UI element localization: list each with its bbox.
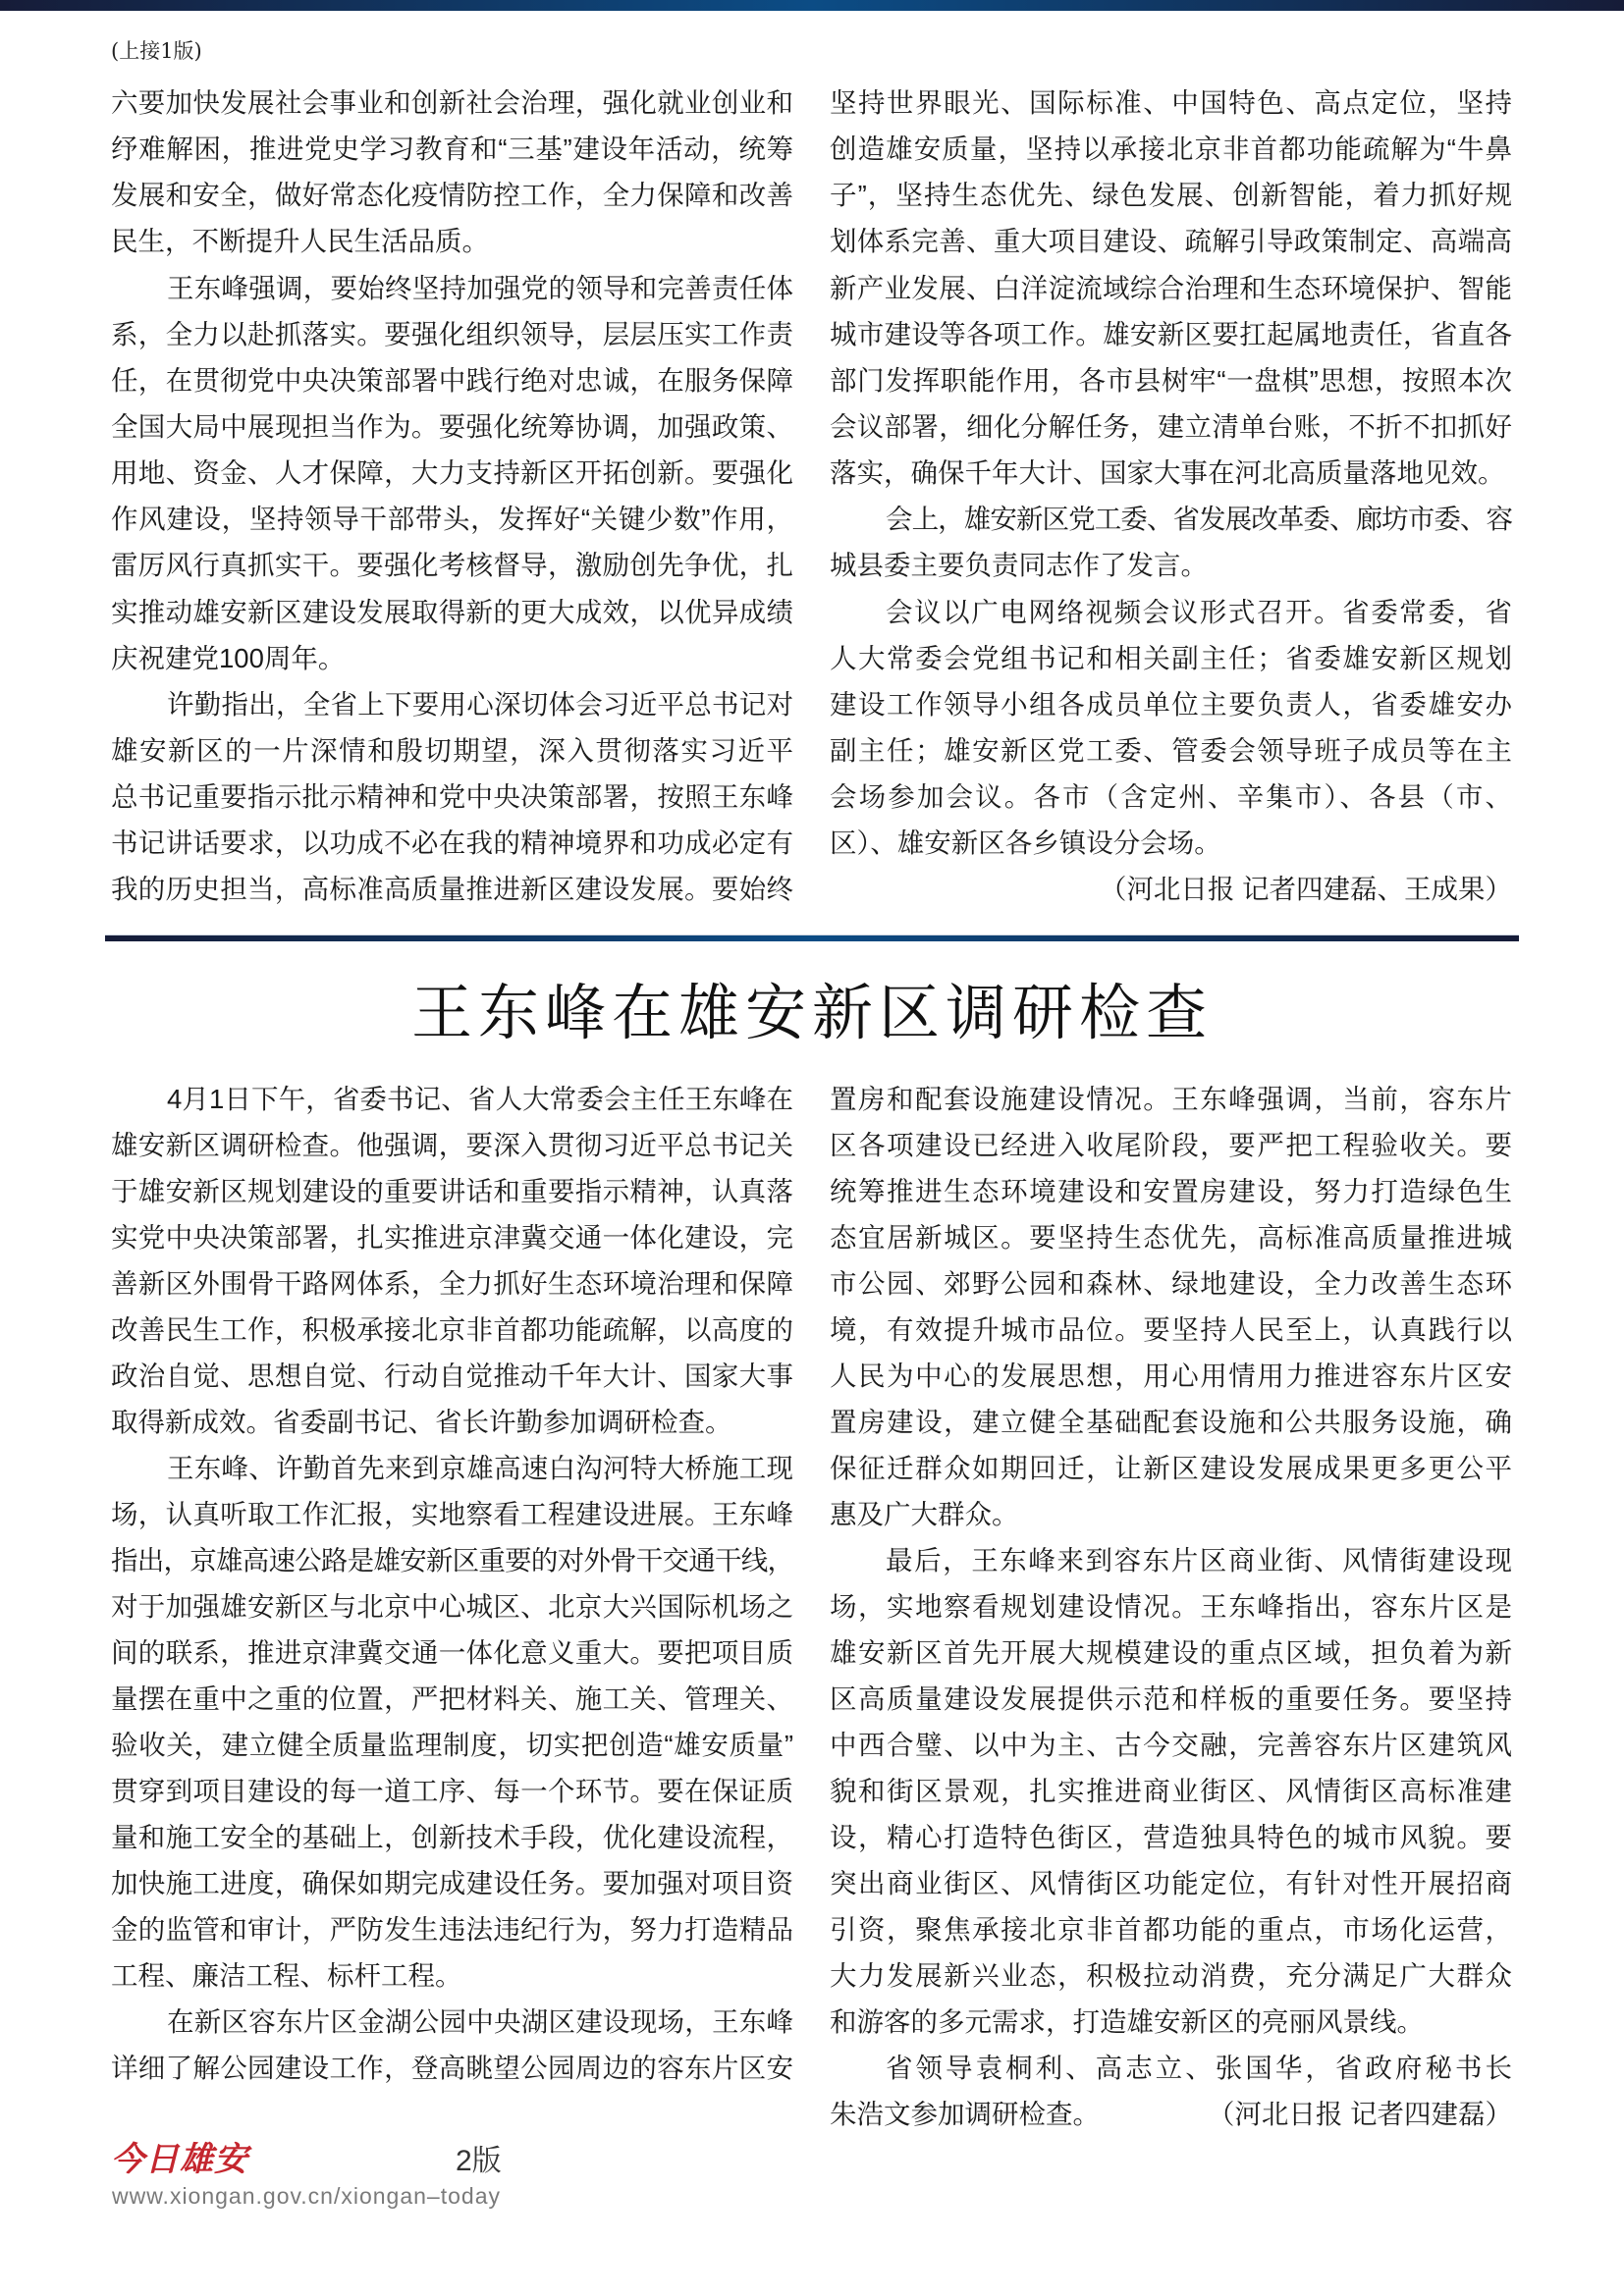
text-line: 金的监管和审计，严防发生违法违纪行为，努力打造精品: [111, 1914, 793, 1945]
paragraph-group: [111, 1076, 793, 2091]
section-divider: [105, 935, 1519, 941]
text-line: 指出，京雄高速公路是雄安新区重要的对外骨干交通干线，: [111, 1545, 793, 1575]
text-line: 我的历史担当，高标准高质量推进新区建设发展。要始终: [111, 874, 793, 905]
text-line: 划体系完善、重大项目建设、疏解引导政策制定、高端高: [830, 226, 1512, 257]
text-line: 市公园、郊野公园和森林、绿地建设，全力改善生态环: [830, 1268, 1512, 1299]
text-line: 会上，雄安新区党工委、省发展改革委、廊坊市委、容: [886, 504, 1512, 535]
text-line: 城市建设等各项工作。雄安新区要扛起属地责任，省直各: [830, 318, 1512, 349]
text-line: 王东峰强调，要始终坚持加强党的领导和完善责任体: [167, 272, 793, 303]
text-line: 新产业发展、白洋淀流域综合治理和生态环境保护、智能: [830, 272, 1512, 303]
text-line: 纾难解困，推进党史学习教育和“三基”建设年活动，统筹: [111, 133, 793, 165]
text-line: 落实，确保千年大计、国家大事在河北高质量落地见效。: [830, 457, 1505, 489]
text-line: 量和施工安全的基础上，创新技术手段，优化建设流程，: [111, 1822, 793, 1852]
text-line: 雄安新区的一片深情和殷切期望，深入贯彻落实习近平: [111, 734, 793, 766]
text-line: 置房和配套设施建设情况。王东峰强调，当前，容东片: [830, 1084, 1512, 1114]
text-line: 详细了解公园建设工作，登高眺望公园周边的容东片区安: [111, 2053, 793, 2083]
text-line: 实党中央决策部署，扎实推进京津冀交通一体化建设，完: [111, 1222, 793, 1253]
text-line: 最后，王东峰来到容东片区商业街、风情街建设现: [886, 1545, 1512, 1575]
text-line: 会议部署，细化分解任务，建立清单台账，不折不扣抓好: [830, 410, 1512, 442]
text-line: 取得新成效。省委副书记、省长许勤参加调研检查。: [111, 1407, 732, 1437]
text-line: 用地、资金、人才保障，大力支持新区开拓创新。要强化: [111, 457, 793, 489]
text-line: 设，精心打造特色街区，营造独具特色的城市风貌。要: [830, 1822, 1512, 1852]
byline: （河北日报 记者四建磊、王成果）: [1099, 874, 1512, 905]
text-line: 实推动雄安新区建设发展取得新的更大成效，以优异成绩: [111, 596, 793, 627]
text-line: 貌和街区景观，扎实推进商业街区、风情街区高标准建: [830, 1776, 1512, 1806]
paragraph: [111, 681, 793, 913]
text-line: 王东峰、许勤首先来到京雄高速白沟河特大桥施工现: [167, 1453, 793, 1483]
text-line: 人大常委会党组书记和相关副主任；省委雄安新区规划: [830, 642, 1512, 673]
paragraph: [111, 1076, 793, 1445]
article2-column-right: [830, 1076, 1512, 2137]
text-line: 政治自觉、思想自觉、行动自觉推动千年大计、国家大事: [111, 1361, 793, 1391]
article1-column-left: [111, 80, 793, 913]
text-line: 朱浩文参加调研检查。: [830, 2099, 1100, 2129]
text-line: 突出商业街区、风情街区功能定位，有针对性开展招商: [830, 1868, 1512, 1898]
text-line: 区各项建设已经进入收尾阶段，要严把工程验收关。要: [830, 1130, 1512, 1160]
text-line: 区）、雄安新区各乡镇设分会场。: [830, 828, 1221, 859]
text-line: 大力发展新兴业态，积极拉动消费，充分满足广大群众: [830, 1960, 1512, 1991]
text-line: 雷厉风行真抓实干。要强化考核督导，激励创先争优，扎: [111, 550, 793, 581]
continuation-note: (上接1版): [111, 39, 202, 63]
text-line: 人民为中心的发展思想，用心用情用力推进容东片区安: [830, 1361, 1512, 1391]
text-line: 六要加快发展社会事业和创新社会治理，强化就业创业和: [111, 87, 793, 118]
text-line: 场，实地察看规划建设情况。王东峰指出，容东片区是: [830, 1591, 1512, 1622]
text-line: 引资，聚焦承接北京非首都功能的重点，市场化运营，: [830, 1914, 1512, 1945]
text-line: 在新区容东片区金湖公园中央湖区建设现场，王东峰: [167, 2006, 793, 2037]
text-line: 雄安新区首先开展大规模建设的重点区域，担负着为新: [830, 1637, 1512, 1668]
text-line: 部门发挥职能作用，各市县树牢“一盘棋”思想，按照本次: [830, 364, 1512, 396]
paragraph: [830, 1076, 1512, 1537]
text-line: 创造雄安质量，坚持以承接北京非首都功能疏解为“牛鼻: [830, 133, 1512, 165]
paragraph-group: [111, 80, 793, 913]
text-line: 量摆在重中之重的位置，严把材料关、施工关、管理关、: [111, 1683, 793, 1714]
text-line: 会场参加会议。各市（含定州、辛集市）、各县（市、: [830, 781, 1512, 813]
text-line: 场，认真听取工作汇报，实地察看工程建设进展。王东峰: [111, 1499, 793, 1529]
text-line: 加快施工进度，确保如期完成建设任务。要加强对项目资: [111, 1868, 793, 1898]
paragraph: [111, 1445, 793, 1999]
paragraph: [830, 589, 1512, 867]
paragraph: [111, 265, 793, 681]
text-line: 系，全力以赴抓落实。要强化组织领导，层层压实工作责: [111, 318, 793, 349]
text-line: 城县委主要负责同志作了发言。: [830, 550, 1208, 581]
text-line: 作风建设，坚持领导干部带头，发挥好“关键少数”作用，: [111, 504, 793, 535]
publication-logo: 今日雄安: [111, 2140, 248, 2179]
text-line: 间的联系，推进京津冀交通一体化意义重大。要把项目质: [111, 1637, 793, 1668]
paragraph: [111, 80, 793, 265]
text-line: 改善民生工作，积极承接北京非首都功能疏解，以高度的: [111, 1314, 793, 1345]
text-line: 置房建设，建立健全基础配套设施和公共服务设施，确: [830, 1407, 1512, 1437]
text-line: 境，有效提升城市品位。要坚持人民至上，认真践行以: [830, 1314, 1512, 1345]
paragraph-group: [830, 1076, 1512, 2137]
text-line: 保征迁群众如期回迁，让新区建设发展成果更多更公平: [830, 1453, 1512, 1483]
text-line: 会议以广电网络视频会议形式召开。省委常委，省: [886, 596, 1512, 627]
text-line: 许勤指出，全省上下要用心深切体会习近平总书记对: [167, 688, 793, 720]
text-line: 统筹推进生态环境建设和安置房建设，努力打造绿色生: [830, 1176, 1512, 1206]
text-line: 态宜居新城区。要坚持生态优先，高标准高质量推进城: [830, 1222, 1512, 1253]
byline: （河北日报 记者四建磊）: [1207, 2099, 1512, 2129]
text-line: 工程、廉洁工程、标杆工程。: [111, 1960, 462, 1991]
article2-column-left: [111, 1076, 793, 2091]
text-line: 发展和安全，做好常态化疫情防控工作，全力保障和改善: [111, 180, 793, 211]
text-line: 书记讲话要求，以功成不必在我的精神境界和功成必定有: [111, 828, 793, 859]
text-line: 建设工作领导小组各成员单位主要负责人，省委雄安办: [830, 688, 1512, 720]
text-line: 任，在贯彻党中央决策部署中践行绝对忠诚，在服务保障: [111, 364, 793, 396]
text-line: 子”，坚持生态优先、绿色发展、创新智能，着力抓好规: [830, 180, 1512, 211]
text-line: 民生，不断提升人民生活品质。: [111, 226, 489, 257]
text-line: 总书记重要指示批示精神和党中央决策部署，按照王东峰: [111, 781, 793, 813]
text-line: 于雄安新区规划建设的重要讲话和重要指示精神，认真落: [111, 1176, 793, 1206]
text-line: 惠及广大群众。: [830, 1499, 1019, 1529]
paragraph: [830, 1537, 1512, 2045]
text-line: 坚持世界眼光、国际标准、中国特色、高点定位，坚持: [830, 87, 1512, 118]
text-line: 区高质量建设发展提供示范和样板的重要任务。要坚持: [830, 1683, 1512, 1714]
text-line: 验收关，建立健全质量监理制度，切实把创造“雄安质量”: [111, 1730, 793, 1760]
text-line: 对于加强雄安新区与北京中心城区、北京大兴国际机场之: [111, 1591, 793, 1622]
text-line: 雄安新区调研检查。他强调，要深入贯彻习近平总书记关: [111, 1130, 793, 1160]
headline: 王东峰在雄安新区调研检查: [410, 977, 1213, 1048]
publication-url: www.xiongan.gov.cn/xiongan–today: [112, 2183, 501, 2209]
text-line: 庆祝建党100周年。: [111, 642, 346, 673]
text-line: 贯穿到项目建设的每一道工序、每一个环节。要在保证质: [111, 1776, 793, 1806]
text-line: 全国大局中展现担当作为。要强化统筹协调，加强政策、: [111, 410, 793, 442]
paragraph: [111, 1999, 793, 2091]
text-line: 中西合璧、以中为主、古今交融，完善容东片区建筑风: [830, 1730, 1512, 1760]
text-line: 副主任；雄安新区党工委、管委会领导班子成员等在主: [830, 734, 1512, 766]
text-line: 4月1日下午，省委书记、省人大常委会主任王东峰在: [167, 1084, 793, 1114]
paragraph: [830, 496, 1512, 588]
text-line: 善新区外围骨干路网体系，全力抓好生态环境治理和保障: [111, 1268, 793, 1299]
article1-column-right: [830, 80, 1512, 913]
text-line: 和游客的多元需求，打造雄安新区的亮丽风景线。: [830, 2006, 1424, 2037]
top-rule: [0, 0, 1624, 11]
text-line: 省领导袁桐利、高志立、张国华，省政府秘书长: [886, 2053, 1512, 2083]
paragraph-group: [830, 80, 1512, 866]
paragraph: [830, 80, 1512, 496]
page-number: 2版: [456, 2145, 502, 2177]
